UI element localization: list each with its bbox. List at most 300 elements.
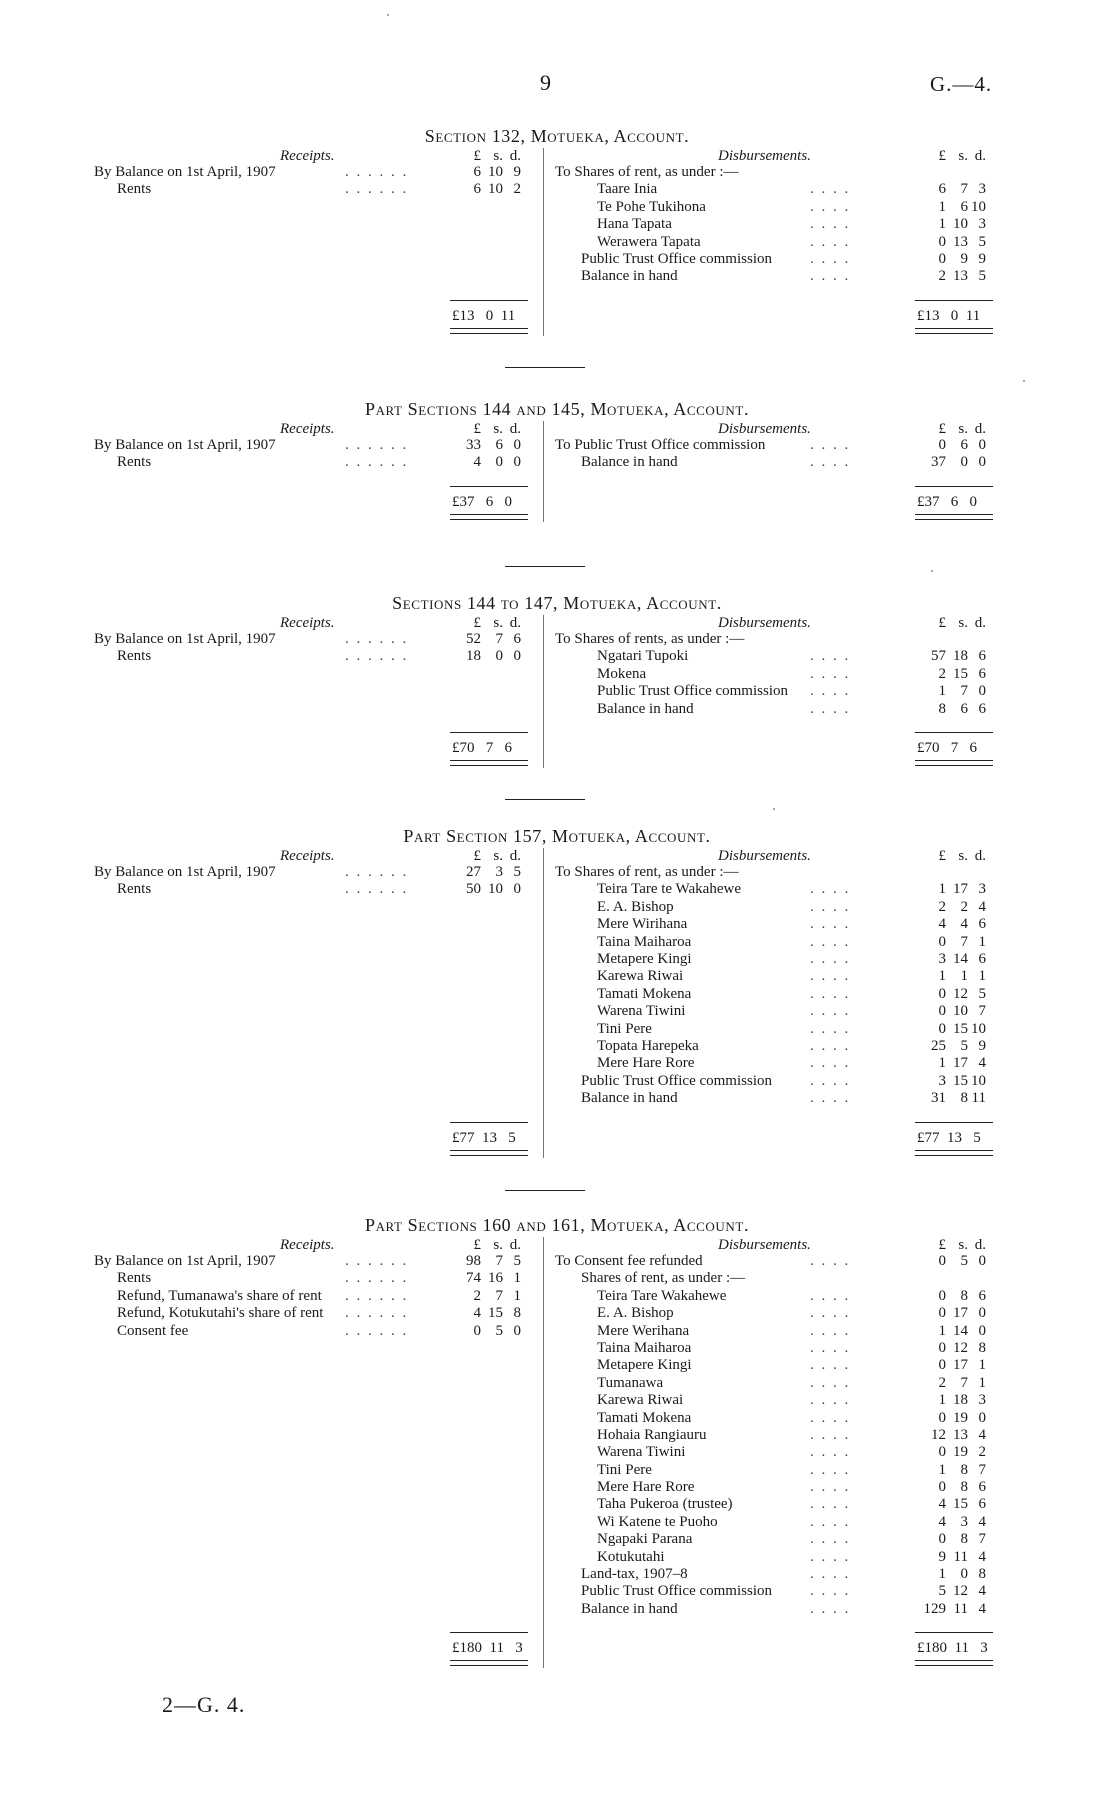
disbursement-pence: 10 bbox=[971, 1072, 986, 1089]
disbursement-pence: 0 bbox=[978, 454, 986, 471]
disbursement-shillings: 14 bbox=[953, 1322, 968, 1339]
disbursement-row bbox=[0, 1479, 1114, 1496]
disbursement-row bbox=[0, 1357, 1114, 1374]
leader-dots: . . . . . . bbox=[345, 181, 409, 198]
disbursement-label: Taina Maiharoa bbox=[597, 1339, 692, 1356]
disbursement-shillings: 19 bbox=[953, 1409, 968, 1426]
disbursement-pounds: 1 bbox=[938, 968, 946, 985]
disbursement-shillings: 7 bbox=[960, 1374, 968, 1391]
receipt-pence: 0 bbox=[513, 1322, 521, 1339]
disbursement-row bbox=[0, 268, 1114, 285]
disbursement-pence: 1 bbox=[978, 968, 986, 985]
disbursement-row bbox=[0, 1305, 1114, 1322]
leader-dots: . . . . bbox=[810, 1479, 851, 1496]
receipt-pence: 8 bbox=[513, 1305, 521, 1322]
receipt-pounds: 33 bbox=[466, 437, 481, 453]
disbursements-list bbox=[0, 864, 1114, 1107]
disbursement-shillings: 4 bbox=[960, 916, 968, 933]
disbursements-total: £37 6 0 bbox=[917, 493, 977, 510]
receipt-shillings: 10 bbox=[488, 164, 503, 180]
disbursement-pounds: 4 bbox=[938, 1513, 946, 1530]
disbursement-pence: 0 bbox=[978, 683, 986, 700]
disbursement-pence: 10 bbox=[971, 198, 986, 215]
disbursements-total-double-rule bbox=[915, 514, 993, 520]
receipt-shillings: 10 bbox=[488, 881, 503, 898]
receipts-heading: Receipts. bbox=[280, 848, 335, 864]
disbursement-row bbox=[0, 951, 1114, 968]
shillings-header: s. bbox=[493, 848, 503, 864]
account-section bbox=[0, 1215, 1114, 1670]
account-title: Section 132, Motueka, Account. bbox=[424, 126, 690, 146]
disbursement-shillings: 8 bbox=[960, 1531, 968, 1548]
shillings-header: s. bbox=[958, 1237, 968, 1253]
leader-dots: . . . . bbox=[810, 1531, 851, 1548]
pound-header: £ bbox=[473, 615, 481, 631]
disbursement-shillings: 7 bbox=[960, 181, 968, 198]
leader-dots: . . . . bbox=[810, 216, 851, 233]
disbursement-label: To Shares of rent, as under :— bbox=[555, 864, 739, 880]
page-number: 9 bbox=[540, 70, 551, 95]
leader-dots: . . . . bbox=[810, 700, 851, 717]
disbursement-pence: 4 bbox=[978, 1600, 986, 1617]
disbursement-pounds: 1 bbox=[938, 198, 946, 215]
disbursement-shillings: 10 bbox=[953, 1003, 968, 1020]
disbursement-shillings: 11 bbox=[953, 1600, 968, 1617]
disbursement-pence: 4 bbox=[978, 898, 986, 915]
shillings-header: s. bbox=[958, 148, 968, 164]
disbursement-label: E. A. Bishop bbox=[597, 898, 674, 915]
disbursement-shillings: 17 bbox=[953, 881, 968, 898]
receipt-shillings: 7 bbox=[495, 631, 503, 647]
disbursement-label: To Consent fee refunded bbox=[555, 1253, 703, 1269]
receipts-subtotal-rule bbox=[450, 1632, 528, 1633]
disbursement-pence: 8 bbox=[978, 1339, 986, 1356]
leader-dots: . . . . bbox=[810, 1037, 851, 1054]
disbursement-label: Te Pohe Tukihona bbox=[597, 198, 706, 215]
disbursement-pounds: 1 bbox=[938, 1322, 946, 1339]
disbursement-row bbox=[0, 1038, 1114, 1055]
disbursement-label: Public Trust Office commission bbox=[597, 683, 788, 700]
receipt-label: Refund, Kotukutahi's share of rent bbox=[117, 1305, 324, 1322]
disbursements-total-double-rule bbox=[915, 760, 993, 766]
disbursement-pence: 7 bbox=[978, 1003, 986, 1020]
disbursement-pence: 9 bbox=[978, 250, 986, 267]
disbursement-row bbox=[0, 1375, 1114, 1392]
disbursement-shillings: 7 bbox=[960, 683, 968, 700]
leader-dots: . . . . bbox=[810, 1548, 851, 1565]
disbursement-pounds: 2 bbox=[938, 898, 946, 915]
disbursement-shillings: 17 bbox=[953, 1357, 968, 1374]
disbursement-pence: 5 bbox=[978, 268, 986, 285]
disbursement-pence: 6 bbox=[978, 1287, 986, 1304]
disbursement-label: E. A. Bishop bbox=[597, 1305, 674, 1322]
disbursement-pounds: 9 bbox=[938, 1548, 946, 1565]
disbursement-label: Taare Inia bbox=[597, 181, 658, 198]
disbursement-row bbox=[0, 1427, 1114, 1444]
leader-dots: . . . . bbox=[810, 916, 851, 933]
disbursement-shillings: 13 bbox=[953, 1426, 968, 1443]
receipt-pounds: 74 bbox=[466, 1270, 481, 1287]
disbursement-shillings: 7 bbox=[960, 933, 968, 950]
pence-header: d. bbox=[509, 1237, 521, 1253]
disbursement-pence: 0 bbox=[978, 1322, 986, 1339]
leader-dots: . . . . bbox=[810, 1090, 851, 1107]
disbursement-pounds: 2 bbox=[938, 268, 946, 285]
pence-header: d. bbox=[974, 615, 986, 631]
receipt-pounds: 27 bbox=[466, 864, 481, 880]
disbursement-pounds: 0 bbox=[938, 233, 946, 250]
disbursement-row bbox=[0, 968, 1114, 985]
account-section bbox=[0, 593, 1114, 770]
disbursement-label: Land-tax, 1907–8 bbox=[581, 1566, 688, 1583]
disbursements-subtotal-rule bbox=[915, 486, 993, 487]
disbursement-shillings: 17 bbox=[953, 1305, 968, 1322]
disbursement-pounds: 0 bbox=[938, 1357, 946, 1374]
disbursement-label: Balance in hand bbox=[581, 1600, 678, 1617]
disbursement-label: Ngatari Tupoki bbox=[597, 648, 689, 665]
leader-dots: . . . . bbox=[810, 1444, 851, 1461]
leader-dots: . . . . . . bbox=[345, 1270, 409, 1287]
disbursement-row bbox=[0, 164, 1114, 181]
disbursement-label: Hana Tapata bbox=[597, 216, 672, 233]
pence-header: d. bbox=[974, 421, 986, 437]
disbursement-label: Balance in hand bbox=[581, 1090, 678, 1107]
leader-dots: . . . . bbox=[810, 437, 851, 453]
receipt-pence: 0 bbox=[513, 648, 521, 665]
leader-dots: . . . . bbox=[810, 1374, 851, 1391]
disbursement-row bbox=[0, 216, 1114, 233]
disbursement-label: Public Trust Office commission bbox=[581, 1072, 772, 1089]
receipt-label: Rents bbox=[117, 454, 152, 471]
speck bbox=[773, 808, 775, 810]
receipt-shillings: 0 bbox=[495, 648, 503, 665]
disbursement-shillings: 5 bbox=[960, 1253, 968, 1269]
receipts-total: £70 7 6 bbox=[452, 740, 512, 756]
pence-header: d. bbox=[509, 615, 521, 631]
disbursement-pounds: 5 bbox=[938, 1583, 946, 1600]
leader-dots: . . . . bbox=[810, 268, 851, 285]
disbursement-row bbox=[0, 934, 1114, 951]
disbursement-pence: 1 bbox=[978, 1374, 986, 1391]
disbursements-total-double-rule bbox=[915, 328, 993, 334]
disbursement-row bbox=[0, 1288, 1114, 1305]
disbursement-pence: 1 bbox=[978, 933, 986, 950]
disbursements-total: £13 0 11 bbox=[917, 307, 981, 324]
disbursement-pounds: 0 bbox=[938, 933, 946, 950]
disbursements-list bbox=[0, 631, 1114, 718]
receipt-pounds: 98 bbox=[466, 1253, 481, 1269]
receipt-shillings: 7 bbox=[495, 1253, 503, 1269]
account-title: Part Section 157, Motueka, Account. bbox=[403, 826, 711, 846]
disbursement-label: Mere Werihana bbox=[597, 1322, 690, 1339]
disbursement-row bbox=[0, 1601, 1114, 1618]
disbursement-row bbox=[0, 986, 1114, 1003]
receipt-shillings: 7 bbox=[495, 1287, 503, 1304]
leader-dots: . . . . bbox=[810, 898, 851, 915]
pence-header: d. bbox=[974, 1237, 986, 1253]
disbursement-pounds: 31 bbox=[931, 1090, 946, 1107]
disbursement-row bbox=[0, 1340, 1114, 1357]
disbursement-pence: 4 bbox=[978, 1583, 986, 1600]
receipts-subtotal-rule bbox=[450, 300, 528, 301]
receipt-label: Rents bbox=[117, 648, 152, 665]
disbursement-pence: 6 bbox=[978, 648, 986, 665]
disbursement-pounds: 4 bbox=[938, 1496, 946, 1513]
disbursement-pence: 10 bbox=[971, 1020, 986, 1037]
receipt-shillings: 5 bbox=[495, 1322, 503, 1339]
disbursement-row bbox=[0, 1514, 1114, 1531]
disbursement-row bbox=[0, 1073, 1114, 1090]
disbursement-pence: 3 bbox=[978, 216, 986, 233]
receipt-pence: 2 bbox=[513, 181, 521, 198]
receipt-label: By Balance on 1st April, 1907 bbox=[94, 164, 276, 180]
disbursement-pence: 0 bbox=[978, 1409, 986, 1426]
speck bbox=[1023, 380, 1025, 382]
disbursement-pounds: 0 bbox=[938, 1479, 946, 1496]
disbursement-row bbox=[0, 181, 1114, 198]
disbursement-label: Mere Wirihana bbox=[597, 916, 688, 933]
disbursement-pounds: 3 bbox=[938, 1072, 946, 1089]
receipt-pence: 5 bbox=[513, 1253, 521, 1269]
receipts-total: £180 11 3 bbox=[452, 1640, 523, 1657]
disbursement-row bbox=[0, 1392, 1114, 1409]
disbursement-shillings: 8 bbox=[960, 1479, 968, 1496]
disbursement-label: Tumanawa bbox=[597, 1374, 664, 1391]
receipts-total: £77 13 5 bbox=[452, 1129, 516, 1146]
pound-header: £ bbox=[938, 421, 946, 437]
disbursement-row bbox=[0, 234, 1114, 251]
disbursement-row bbox=[0, 1021, 1114, 1038]
disbursement-shillings: 13 bbox=[953, 268, 968, 285]
leader-dots: . . . . bbox=[810, 665, 851, 682]
disbursement-pounds: 8 bbox=[938, 700, 946, 717]
disbursement-shillings: 15 bbox=[953, 1496, 968, 1513]
disbursement-label: Tini Pere bbox=[597, 1020, 652, 1037]
disbursement-row bbox=[0, 1055, 1114, 1072]
disbursement-shillings: 5 bbox=[960, 1037, 968, 1054]
receipt-label: Rents bbox=[117, 881, 152, 898]
disbursement-shillings: 3 bbox=[960, 1513, 968, 1530]
disbursement-label: Metapere Kingi bbox=[597, 1357, 692, 1374]
disbursements-heading: Disbursements. bbox=[718, 1237, 811, 1253]
disbursement-pence: 2 bbox=[978, 1444, 986, 1461]
disbursement-pounds: 1 bbox=[938, 1392, 946, 1409]
disbursement-pounds: 37 bbox=[931, 454, 946, 471]
disbursement-row bbox=[0, 199, 1114, 216]
disbursement-pounds: 2 bbox=[938, 1374, 946, 1391]
disbursement-pence: 7 bbox=[978, 1461, 986, 1478]
leader-dots: . . . . bbox=[810, 1305, 851, 1322]
leader-dots: . . . . bbox=[810, 198, 851, 215]
disbursement-pence: 4 bbox=[978, 1513, 986, 1530]
disbursement-pence: 1 bbox=[978, 1357, 986, 1374]
leader-dots: . . . . . . bbox=[345, 631, 409, 647]
leader-dots: . . . . bbox=[810, 1003, 851, 1020]
shillings-header: s. bbox=[958, 615, 968, 631]
disbursement-shillings: 13 bbox=[953, 233, 968, 250]
leader-dots: . . . . bbox=[810, 1600, 851, 1617]
receipt-pence: 6 bbox=[513, 631, 521, 647]
receipts-heading: Receipts. bbox=[280, 615, 335, 631]
receipts-total-double-rule bbox=[450, 514, 528, 520]
receipts-total-double-rule bbox=[450, 1150, 528, 1156]
disbursement-label: Taha Pukeroa (trustee) bbox=[597, 1496, 733, 1513]
disbursement-shillings: 18 bbox=[953, 1392, 968, 1409]
receipt-label: Rents bbox=[117, 1270, 152, 1287]
leader-dots: . . . . . . bbox=[345, 1322, 409, 1339]
disbursement-row bbox=[0, 1444, 1114, 1461]
receipt-label: Refund, Tumanawa's share of rent bbox=[117, 1287, 322, 1304]
disbursements-total-double-rule bbox=[915, 1150, 993, 1156]
pound-header: £ bbox=[473, 1237, 481, 1253]
receipt-shillings: 6 bbox=[495, 437, 503, 453]
receipt-label: Consent fee bbox=[117, 1322, 189, 1339]
disbursements-heading: Disbursements. bbox=[718, 848, 811, 864]
receipts-heading: Receipts. bbox=[280, 421, 335, 437]
disbursement-pounds: 0 bbox=[938, 1305, 946, 1322]
disbursement-label: Karewa Riwai bbox=[597, 1392, 684, 1409]
footer-signature: 2—G. 4. bbox=[162, 1692, 246, 1717]
receipts-total: £13 0 11 bbox=[452, 307, 516, 324]
leader-dots: . . . . bbox=[810, 1566, 851, 1583]
receipt-pounds: 4 bbox=[473, 454, 481, 471]
disbursement-label: Wi Katene te Puoho bbox=[597, 1513, 718, 1530]
disbursement-pounds: 129 bbox=[923, 1600, 946, 1617]
pound-header: £ bbox=[938, 1237, 946, 1253]
leader-dots: . . . . bbox=[810, 1392, 851, 1409]
disbursement-pence: 8 bbox=[978, 1566, 986, 1583]
disbursement-pounds: 0 bbox=[938, 1339, 946, 1356]
disbursement-shillings: 12 bbox=[953, 1339, 968, 1356]
disbursement-row bbox=[0, 1531, 1114, 1548]
disbursement-label: Balance in hand bbox=[581, 268, 678, 285]
disbursement-shillings: 14 bbox=[953, 950, 968, 967]
receipts-total: £37 6 0 bbox=[452, 493, 512, 510]
leader-dots: . . . . . . bbox=[345, 864, 409, 880]
disbursement-label: Balance in hand bbox=[581, 454, 678, 471]
receipt-pounds: 6 bbox=[473, 181, 481, 198]
receipt-pounds: 18 bbox=[466, 648, 481, 665]
disbursement-label: Warena Tiwini bbox=[597, 1444, 686, 1461]
leader-dots: . . . . . . bbox=[345, 881, 409, 898]
disbursement-shillings: 0 bbox=[960, 454, 968, 471]
receipt-label: By Balance on 1st April, 1907 bbox=[94, 437, 276, 453]
leader-dots: . . . . bbox=[810, 1461, 851, 1478]
disbursement-row bbox=[0, 1003, 1114, 1020]
leader-dots: . . . . bbox=[810, 233, 851, 250]
disbursement-pence: 0 bbox=[978, 1305, 986, 1322]
pence-header: d. bbox=[974, 148, 986, 164]
pence-header: d. bbox=[509, 421, 521, 437]
leader-dots: . . . . bbox=[810, 1322, 851, 1339]
disbursement-label: Teira Tare Wakahewe bbox=[597, 1287, 727, 1304]
shillings-header: s. bbox=[493, 421, 503, 437]
receipt-pounds: 0 bbox=[473, 1322, 481, 1339]
disbursement-row bbox=[0, 251, 1114, 268]
disbursement-row bbox=[0, 1270, 1114, 1287]
disbursements-heading: Disbursements. bbox=[718, 148, 811, 164]
leader-dots: . . . . bbox=[810, 1253, 851, 1269]
disbursement-pounds: 1 bbox=[938, 1566, 946, 1583]
disbursement-shillings: 15 bbox=[953, 1020, 968, 1037]
receipt-shillings: 10 bbox=[488, 181, 503, 198]
leader-dots: . . . . bbox=[810, 933, 851, 950]
disbursement-pence: 6 bbox=[978, 916, 986, 933]
disbursement-row bbox=[0, 1323, 1114, 1340]
receipt-label: By Balance on 1st April, 1907 bbox=[94, 864, 276, 880]
account-title: Sections 144 to 147, Motueka, Account. bbox=[392, 593, 722, 613]
disbursement-label: To Shares of rents, as under :— bbox=[555, 631, 745, 647]
pound-header: £ bbox=[473, 148, 481, 164]
disbursement-label: Shares of rent, as under :— bbox=[581, 1270, 746, 1287]
disbursement-shillings: 6 bbox=[960, 198, 968, 215]
leader-dots: . . . . bbox=[810, 950, 851, 967]
receipts-heading: Receipts. bbox=[280, 148, 335, 164]
disbursement-label: Warena Tiwini bbox=[597, 1003, 686, 1020]
disbursement-label: Karewa Riwai bbox=[597, 968, 684, 985]
section-separator bbox=[505, 367, 585, 368]
leader-dots: . . . . . . bbox=[345, 1305, 409, 1322]
section-separator bbox=[505, 799, 585, 800]
disbursement-pounds: 0 bbox=[938, 1409, 946, 1426]
disbursement-row bbox=[0, 454, 1114, 471]
leader-dots: . . . . bbox=[810, 181, 851, 198]
leader-dots: . . . . bbox=[810, 1339, 851, 1356]
disbursement-pounds: 0 bbox=[938, 1531, 946, 1548]
speck bbox=[387, 14, 389, 16]
leader-dots: . . . . bbox=[810, 1409, 851, 1426]
disbursement-pounds: 0 bbox=[938, 1003, 946, 1020]
disbursement-pounds: 2 bbox=[938, 665, 946, 682]
disbursement-pounds: 6 bbox=[938, 181, 946, 198]
disbursement-shillings: 8 bbox=[960, 1287, 968, 1304]
disbursement-label: Topata Harepeka bbox=[597, 1037, 699, 1054]
leader-dots: . . . . bbox=[810, 1513, 851, 1530]
disbursement-label: Tamati Mokena bbox=[597, 1409, 692, 1426]
disbursement-row bbox=[0, 1566, 1114, 1583]
leader-dots: . . . . bbox=[810, 1072, 851, 1089]
leader-dots: . . . . bbox=[810, 1583, 851, 1600]
disbursements-list bbox=[0, 437, 1114, 472]
disbursement-pounds: 4 bbox=[938, 916, 946, 933]
disbursement-pence: 4 bbox=[978, 1426, 986, 1443]
leader-dots: . . . . bbox=[810, 648, 851, 665]
disbursement-pence: 3 bbox=[978, 181, 986, 198]
disbursements-total: £77 13 5 bbox=[917, 1129, 981, 1146]
receipt-pence: 5 bbox=[513, 864, 521, 880]
disbursement-shillings: 12 bbox=[953, 985, 968, 1002]
disbursement-pence: 0 bbox=[978, 437, 986, 453]
receipt-pounds: 52 bbox=[466, 631, 481, 647]
receipt-pence: 1 bbox=[513, 1270, 521, 1287]
receipt-pence: 0 bbox=[513, 881, 521, 898]
disbursement-shillings: 2 bbox=[960, 898, 968, 915]
receipt-shillings: 15 bbox=[488, 1305, 503, 1322]
receipts-total-double-rule bbox=[450, 760, 528, 766]
leader-dots: . . . . bbox=[810, 250, 851, 267]
disbursements-heading: Disbursements. bbox=[718, 421, 811, 437]
leader-dots: . . . . bbox=[810, 1055, 851, 1072]
disbursement-pounds: 1 bbox=[938, 881, 946, 898]
disbursement-row bbox=[0, 701, 1114, 718]
disbursement-pounds: 12 bbox=[931, 1426, 946, 1443]
pence-header: d. bbox=[974, 848, 986, 864]
disbursements-list bbox=[0, 164, 1114, 286]
disbursement-row bbox=[0, 683, 1114, 700]
receipt-pounds: 4 bbox=[473, 1305, 481, 1322]
disbursement-shillings: 15 bbox=[953, 1072, 968, 1089]
leader-dots: . . . . bbox=[810, 1426, 851, 1443]
